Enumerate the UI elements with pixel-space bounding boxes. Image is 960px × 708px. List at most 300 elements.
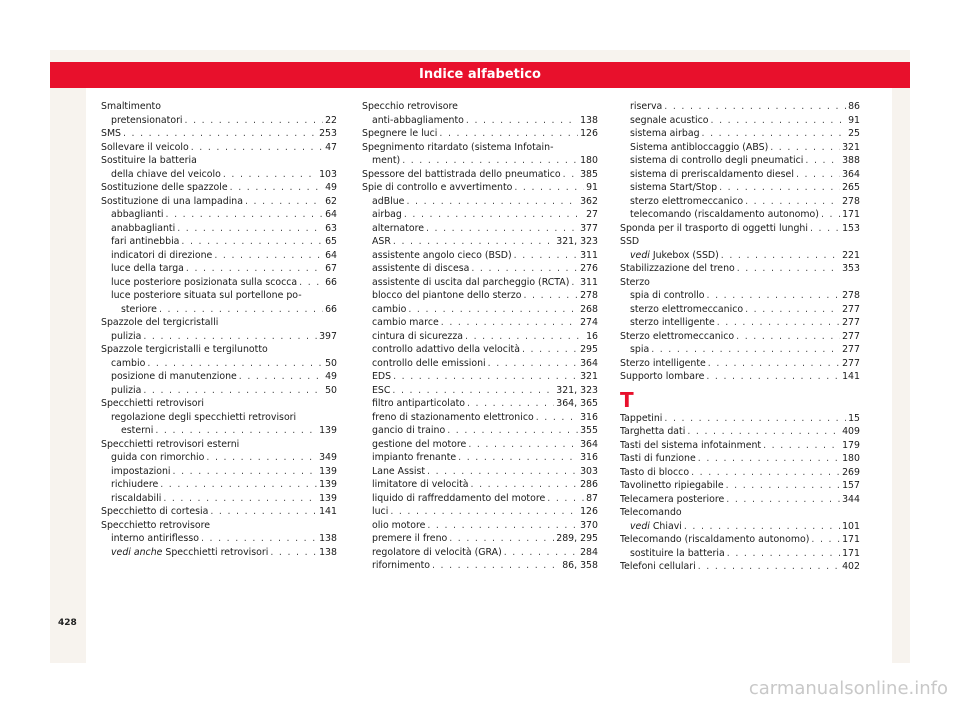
index-heading: Spazzole del tergicristalli — [101, 317, 219, 328]
dot-leader — [186, 262, 323, 276]
index-entry[interactable] — [362, 249, 598, 263]
index-entry[interactable] — [101, 370, 337, 384]
index-entry[interactable] — [362, 424, 598, 438]
index-entry[interactable] — [362, 316, 598, 330]
index-entry-term: cambio marce — [372, 317, 439, 328]
dot-leader — [408, 303, 578, 317]
index-entry-page: 22 — [325, 114, 337, 126]
index-entry-page: 316 — [580, 452, 598, 463]
index-entry-page: 86 — [848, 101, 860, 112]
index-entry-page: 139 — [319, 479, 337, 490]
dot-leader — [147, 357, 323, 371]
index-entry-term: riserva — [630, 101, 663, 112]
index-entry-page: 276 — [580, 263, 598, 274]
index-heading: Sostituire la batteria — [101, 155, 197, 166]
index-entry[interactable] — [362, 127, 598, 141]
index-entry-term: Sistema antibloccaggio (ABS) — [630, 141, 769, 153]
dot-leader — [514, 249, 578, 263]
index-entry[interactable] — [101, 262, 337, 276]
index-entry-page: 86, 358 — [562, 560, 598, 571]
index-entry-page: 66 — [325, 303, 337, 315]
index-entry[interactable] — [362, 438, 598, 452]
index-entry-term: sistema Start/Stop — [630, 182, 718, 193]
index-entry[interactable] — [362, 546, 598, 560]
index-entry-page: 355 — [580, 425, 598, 436]
index-column-1 — [101, 100, 337, 559]
index-entry[interactable] — [620, 127, 860, 141]
index-entry-term: ment) — [372, 155, 401, 166]
index-entry-page: 67 — [325, 263, 337, 274]
index-entry-term: airbag — [372, 209, 402, 220]
dot-leader — [571, 276, 578, 290]
index-entry-page: 311 — [580, 276, 598, 288]
index-entry-page: 171 — [842, 534, 860, 545]
index-entry[interactable] — [362, 195, 598, 209]
index-entry-term: luce posteriore posizionata sulla scocca — [111, 276, 298, 288]
index-entry-page: 180 — [580, 155, 598, 166]
index-entry[interactable] — [362, 411, 598, 425]
index-entry[interactable] — [620, 316, 860, 330]
index-entry-text: Specchietti retrovisori — [162, 546, 269, 558]
index-entry-term: Sterzo elettromeccanico — [620, 330, 735, 342]
dot-leader — [698, 560, 840, 574]
index-entry[interactable] — [362, 357, 598, 371]
index-entry[interactable] — [620, 195, 860, 209]
dot-leader — [717, 316, 840, 330]
index-entry-page: 364, 365 — [556, 398, 598, 409]
index-entry[interactable] — [362, 532, 598, 546]
index-entry-page: 278 — [580, 290, 598, 301]
index-entry-term: spia — [630, 344, 650, 355]
index-entry[interactable] — [620, 533, 860, 547]
dot-leader — [684, 520, 840, 534]
index-entry-page: 409 — [842, 426, 860, 437]
index-entry-page: 171 — [842, 547, 860, 559]
index-heading: Specchietti retrovisori — [101, 398, 204, 409]
index-entry-page: 364 — [580, 438, 598, 450]
dot-leader — [402, 154, 578, 168]
see-also-label: vedi — [630, 520, 650, 532]
index-entry-page: 47 — [325, 141, 337, 153]
index-entry-term: Sostituzione di una lampadina — [101, 195, 243, 207]
dot-leader — [770, 141, 840, 155]
index-entry[interactable] — [101, 451, 337, 465]
index-heading: Specchio retrovisore — [362, 101, 458, 112]
index-entry[interactable] — [101, 546, 337, 560]
dot-leader — [181, 235, 323, 249]
index-entry-page: 289, 295 — [556, 533, 598, 544]
dot-leader — [143, 384, 323, 398]
dot-leader — [441, 316, 578, 330]
dot-leader — [270, 546, 317, 560]
index-entry-page: 321, 323 — [556, 236, 598, 247]
index-entry[interactable] — [362, 235, 598, 249]
index-entry[interactable] — [101, 478, 337, 492]
index-entry-term: cintura di sicurezza — [372, 330, 464, 342]
index-entry-term: della chiave del veicolo — [111, 168, 221, 180]
dot-leader — [159, 303, 323, 317]
dot-leader — [547, 492, 584, 506]
index-entry[interactable] — [362, 154, 598, 168]
index-entry[interactable] — [101, 303, 337, 317]
index-heading: regolazione degli specchietti retrovisori — [111, 411, 297, 423]
index-entry[interactable] — [362, 492, 598, 506]
dot-leader — [651, 343, 840, 357]
dot-leader — [245, 195, 323, 209]
index-entry[interactable] — [362, 505, 598, 519]
index-entry-term: anabbaglianti — [111, 222, 176, 234]
index-entry[interactable] — [101, 505, 337, 519]
index-entry-page: 49 — [325, 371, 337, 382]
index-entry[interactable] — [101, 465, 337, 479]
index-entry[interactable] — [362, 276, 598, 290]
index-entry-page: 303 — [580, 465, 598, 477]
index-entry-page: 277 — [842, 344, 860, 355]
dot-leader — [404, 208, 584, 222]
index-entry-page: 91 — [848, 114, 860, 126]
index-entry-term: Telecomando (riscaldamento autonomo) — [620, 534, 810, 545]
index-entry-page: 397 — [319, 330, 337, 342]
dot-leader — [719, 181, 840, 195]
index-entry-page: 50 — [325, 357, 337, 369]
index-entry-page: 277 — [842, 317, 860, 328]
index-entry[interactable] — [620, 262, 860, 276]
index-entry-term: segnale acustico — [630, 114, 709, 126]
dot-leader — [427, 519, 578, 533]
dot-leader — [177, 222, 323, 236]
index-entry[interactable] — [620, 412, 860, 426]
index-entry-term: sterzo elettromeccanico — [630, 195, 744, 207]
index-entry[interactable] — [620, 370, 860, 384]
index-entry-page: 139 — [319, 492, 337, 504]
index-entry-page: 103 — [319, 168, 337, 180]
index-entry[interactable] — [362, 262, 598, 276]
index-entry[interactable] — [362, 451, 598, 465]
index-entry[interactable] — [101, 492, 337, 506]
page-title: Indice alfabetico — [50, 62, 910, 88]
index-entry[interactable] — [620, 547, 860, 561]
index-heading: Spazzole tergicristalli e tergilunotto — [101, 344, 268, 355]
index-entry-term — [630, 520, 682, 534]
index-entry[interactable] — [101, 195, 337, 209]
index-entry[interactable] — [620, 222, 860, 236]
index-entry[interactable] — [362, 519, 598, 533]
index-entry-term: indicatori di direzione — [111, 249, 213, 261]
dot-leader — [536, 411, 578, 425]
index-entry-page: 277 — [842, 303, 860, 315]
index-entry-term: olio motore — [372, 519, 426, 531]
index-entry-term: assistente di discesa — [372, 263, 470, 274]
index-entry-term: sostituire la batteria — [630, 547, 725, 559]
index-entry-term: pretensionatori — [111, 114, 183, 126]
index-entry[interactable] — [101, 141, 337, 155]
dot-leader — [727, 547, 840, 561]
index-entry-term: Tasti del sistema infotainment — [620, 439, 762, 451]
index-entry[interactable] — [620, 560, 860, 574]
index-entry[interactable] — [620, 330, 860, 344]
index-entry-term — [630, 249, 719, 263]
index-entry-term: Spegnere le luci — [362, 128, 438, 139]
index-entry-term: sistema di controllo degli pneumatici — [630, 155, 804, 166]
index-entry-term: sterzo intelligente — [630, 317, 715, 328]
index-entry-term: Sostituzione delle spazzole — [101, 182, 228, 193]
dot-leader — [471, 262, 578, 276]
index-entry-term: fari antinebbia — [111, 236, 180, 247]
index-entry[interactable] — [620, 343, 860, 357]
index-entry-text: Jukebox (SSD) — [649, 249, 719, 261]
index-entry[interactable] — [101, 424, 337, 438]
index-entry-term: Sponda per il trasporto di oggetti lunghi — [620, 222, 808, 234]
index-entry[interactable] — [101, 208, 337, 222]
index-entry-page: 64 — [325, 209, 337, 220]
index-entry-page: 370 — [580, 519, 598, 531]
index-entry-term: Tappetini — [620, 412, 663, 424]
dot-leader — [514, 181, 584, 195]
page-number: 428 — [58, 618, 77, 628]
dot-leader — [432, 559, 560, 573]
dot-leader — [721, 249, 840, 263]
index-entry-page: 157 — [842, 480, 860, 491]
index-entry[interactable] — [620, 289, 860, 303]
index-heading: Spegnimento ritardato (sistema Infotain- — [362, 141, 554, 153]
dot-leader — [687, 425, 840, 439]
index-entry[interactable] — [362, 384, 598, 398]
index-entry-term: Sterzo intelligente — [620, 357, 706, 369]
index-heading: luce posteriore situata sul portellone po- — [111, 290, 302, 301]
index-entry[interactable] — [620, 425, 860, 439]
dot-leader — [736, 330, 840, 344]
index-entry-term: Tasto di blocco — [620, 466, 690, 478]
index-entry-page: 274 — [580, 317, 598, 328]
dot-leader — [796, 168, 840, 182]
see-also-label: vedi anche — [111, 546, 163, 558]
index-entry[interactable] — [101, 222, 337, 236]
index-entry-term: pulizia — [111, 384, 142, 396]
index-entry-term: Spessore del battistrada dello pneumatico — [362, 168, 561, 180]
index-entry[interactable] — [362, 343, 598, 357]
dot-leader — [821, 208, 840, 222]
dot-leader — [223, 168, 317, 182]
index-entry-term: gestione del motore — [372, 438, 467, 450]
index-entry-page: 141 — [319, 506, 337, 517]
index-entry[interactable] — [362, 222, 598, 236]
index-entry-term: riscaldabili — [111, 492, 162, 504]
dot-leader — [201, 532, 317, 546]
index-entry[interactable] — [362, 114, 598, 128]
index-entry[interactable] — [620, 520, 860, 534]
index-entry-term: filtro antiparticolato — [372, 398, 465, 409]
dot-leader — [185, 114, 324, 128]
index-entry[interactable] — [620, 357, 860, 371]
index-entry[interactable] — [101, 127, 337, 141]
dot-leader — [230, 181, 323, 195]
index-entry[interactable] — [101, 384, 337, 398]
index-entry[interactable] — [620, 249, 860, 263]
index-entry-page: 349 — [319, 452, 337, 463]
index-entry-page: 316 — [580, 411, 598, 423]
watermark: carmanualsonline.info — [748, 678, 948, 699]
index-entry-term: Telefoni cellulari — [620, 561, 696, 572]
index-entry-term: adBlue — [372, 195, 405, 207]
dot-leader — [706, 370, 840, 384]
dot-leader — [143, 330, 317, 344]
index-entry[interactable] — [101, 249, 337, 263]
dot-leader — [708, 357, 840, 371]
index-entry[interactable] — [101, 330, 337, 344]
index-entry-term: abbaglianti — [111, 209, 164, 220]
dot-leader — [745, 195, 840, 209]
dot-leader — [210, 505, 317, 519]
index-entry[interactable] — [620, 466, 860, 480]
index-entry[interactable] — [362, 370, 598, 384]
dot-leader — [206, 451, 317, 465]
index-entry-term: alternatore — [372, 222, 424, 234]
index-entry-page: 179 — [842, 439, 860, 451]
dot-leader — [726, 493, 840, 507]
index-entry[interactable] — [101, 168, 337, 182]
index-entry[interactable] — [620, 479, 860, 493]
index-entry-page: 62 — [325, 195, 337, 207]
index-entry[interactable] — [620, 181, 860, 195]
index-heading: Specchietto retrovisore — [101, 519, 211, 531]
index-entry-page: 49 — [325, 182, 337, 193]
index-entry-page: 253 — [319, 128, 337, 139]
index-entry-term: impianto frenante — [372, 452, 457, 463]
index-entry-term: Targhetta dati — [620, 426, 686, 437]
index-entry[interactable] — [362, 330, 598, 344]
index-entry[interactable] — [620, 303, 860, 317]
index-entry[interactable] — [362, 303, 598, 317]
index-entry-term: rifornimento — [372, 560, 430, 571]
index-entry-page: 377 — [580, 222, 598, 234]
dot-leader — [467, 397, 554, 411]
index-entry[interactable] — [362, 465, 598, 479]
index-entry-page: 364 — [842, 168, 860, 180]
index-entry-term: premere il freno — [372, 533, 448, 544]
index-entry-page: 388 — [842, 155, 860, 166]
dot-leader — [711, 114, 847, 128]
index-entry[interactable] — [362, 478, 598, 492]
index-entry-term: pulizia — [111, 330, 142, 342]
index-entry-term: sistema airbag — [630, 128, 700, 139]
index-entry-term: interno antiriflesso — [111, 533, 199, 544]
index-entry-term: SMS — [101, 128, 121, 139]
index-entry-term: regolatore di velocità (GRA) — [372, 546, 502, 558]
index-entry[interactable] — [620, 154, 860, 168]
index-entry-page: 63 — [325, 222, 337, 234]
index-entry[interactable] — [101, 532, 337, 546]
dot-leader — [426, 222, 578, 236]
index-entry-term: guida con rimorchio — [111, 452, 205, 463]
index-entry-page: 138 — [319, 533, 337, 544]
index-entry-page: 153 — [842, 222, 860, 234]
index-entry[interactable] — [620, 439, 860, 453]
index-entry-term: Sollevare il veicolo — [101, 141, 189, 153]
index-entry[interactable] — [362, 181, 598, 195]
index-entry[interactable] — [362, 397, 598, 411]
dot-leader — [504, 546, 578, 560]
index-entry[interactable] — [620, 100, 860, 114]
index-entry-term: spia di controllo — [630, 290, 705, 301]
index-entry[interactable] — [620, 493, 860, 507]
index-entry-term: impostazioni — [111, 465, 171, 477]
dot-leader — [471, 478, 579, 492]
index-entry[interactable] — [101, 357, 337, 371]
index-heading: Specchietti retrovisori esterni — [101, 438, 240, 450]
index-entry[interactable] — [101, 114, 337, 128]
index-entry-term: sistema di preriscaldamento diesel — [630, 168, 794, 180]
index-entry[interactable] — [620, 452, 860, 466]
index-entry-page: 321 — [580, 371, 598, 382]
index-entry-page: 277 — [842, 330, 860, 342]
index-entry[interactable] — [620, 114, 860, 128]
index-entry-term: ASR — [372, 236, 391, 247]
index-entry-term: freno di stazionamento elettronico — [372, 411, 534, 423]
dot-leader — [458, 451, 578, 465]
dot-leader — [707, 289, 841, 303]
dot-leader — [160, 478, 317, 492]
dot-leader — [449, 532, 554, 546]
index-entry-page: 321 — [842, 141, 860, 153]
index-entry-term: assistente angolo cieco (BSD) — [372, 249, 512, 261]
index-entry[interactable] — [101, 181, 337, 195]
index-entry-page: 101 — [842, 520, 860, 532]
index-entry[interactable] — [362, 559, 598, 573]
index-entry-page: 295 — [580, 344, 598, 355]
index-entry[interactable] — [101, 276, 337, 290]
index-entry-term — [111, 546, 268, 560]
index-entry-page: 311 — [580, 249, 598, 261]
dot-leader — [390, 505, 578, 519]
index-entry[interactable] — [362, 208, 598, 222]
dot-leader — [664, 412, 846, 426]
dot-leader — [737, 262, 840, 276]
index-entry-page: 65 — [325, 236, 337, 247]
index-entry-page: 286 — [580, 479, 598, 490]
index-entry-term: assistente di uscita dal parcheggio (RCTA) — [372, 276, 570, 288]
dot-leader — [523, 289, 578, 303]
index-entry-page: 385 — [580, 168, 598, 180]
dot-leader — [214, 249, 323, 263]
index-entry[interactable] — [620, 168, 860, 182]
index-entry-term: Supporto lombare — [620, 371, 705, 382]
index-entry-term: gancio di traino — [372, 425, 446, 436]
index-entry-page: 25 — [848, 128, 860, 139]
index-entry[interactable] — [362, 289, 598, 303]
dot-leader — [468, 438, 578, 452]
dot-leader — [664, 100, 846, 114]
index-entry-term: Stabilizzazione del treno — [620, 263, 735, 274]
index-entry[interactable] — [101, 235, 337, 249]
index-entry-page: 139 — [319, 425, 337, 436]
index-heading: Smaltimento — [101, 101, 161, 112]
dot-leader — [427, 465, 578, 479]
index-entry[interactable] — [362, 168, 598, 182]
index-entry-term: Telecamera posteriore — [620, 493, 725, 505]
dot-leader — [191, 141, 323, 155]
index-entry-page: 344 — [842, 493, 860, 505]
index-entry[interactable] — [620, 141, 860, 155]
dot-leader — [299, 276, 323, 290]
index-entry[interactable] — [620, 208, 860, 222]
dot-leader — [805, 154, 840, 168]
index-entry-page: 284 — [580, 546, 598, 558]
dot-leader — [563, 168, 578, 182]
index-entry-page: 126 — [580, 128, 598, 139]
dot-leader — [811, 533, 840, 547]
index-entry-page: 141 — [842, 371, 860, 382]
index-column-3 — [620, 100, 860, 574]
